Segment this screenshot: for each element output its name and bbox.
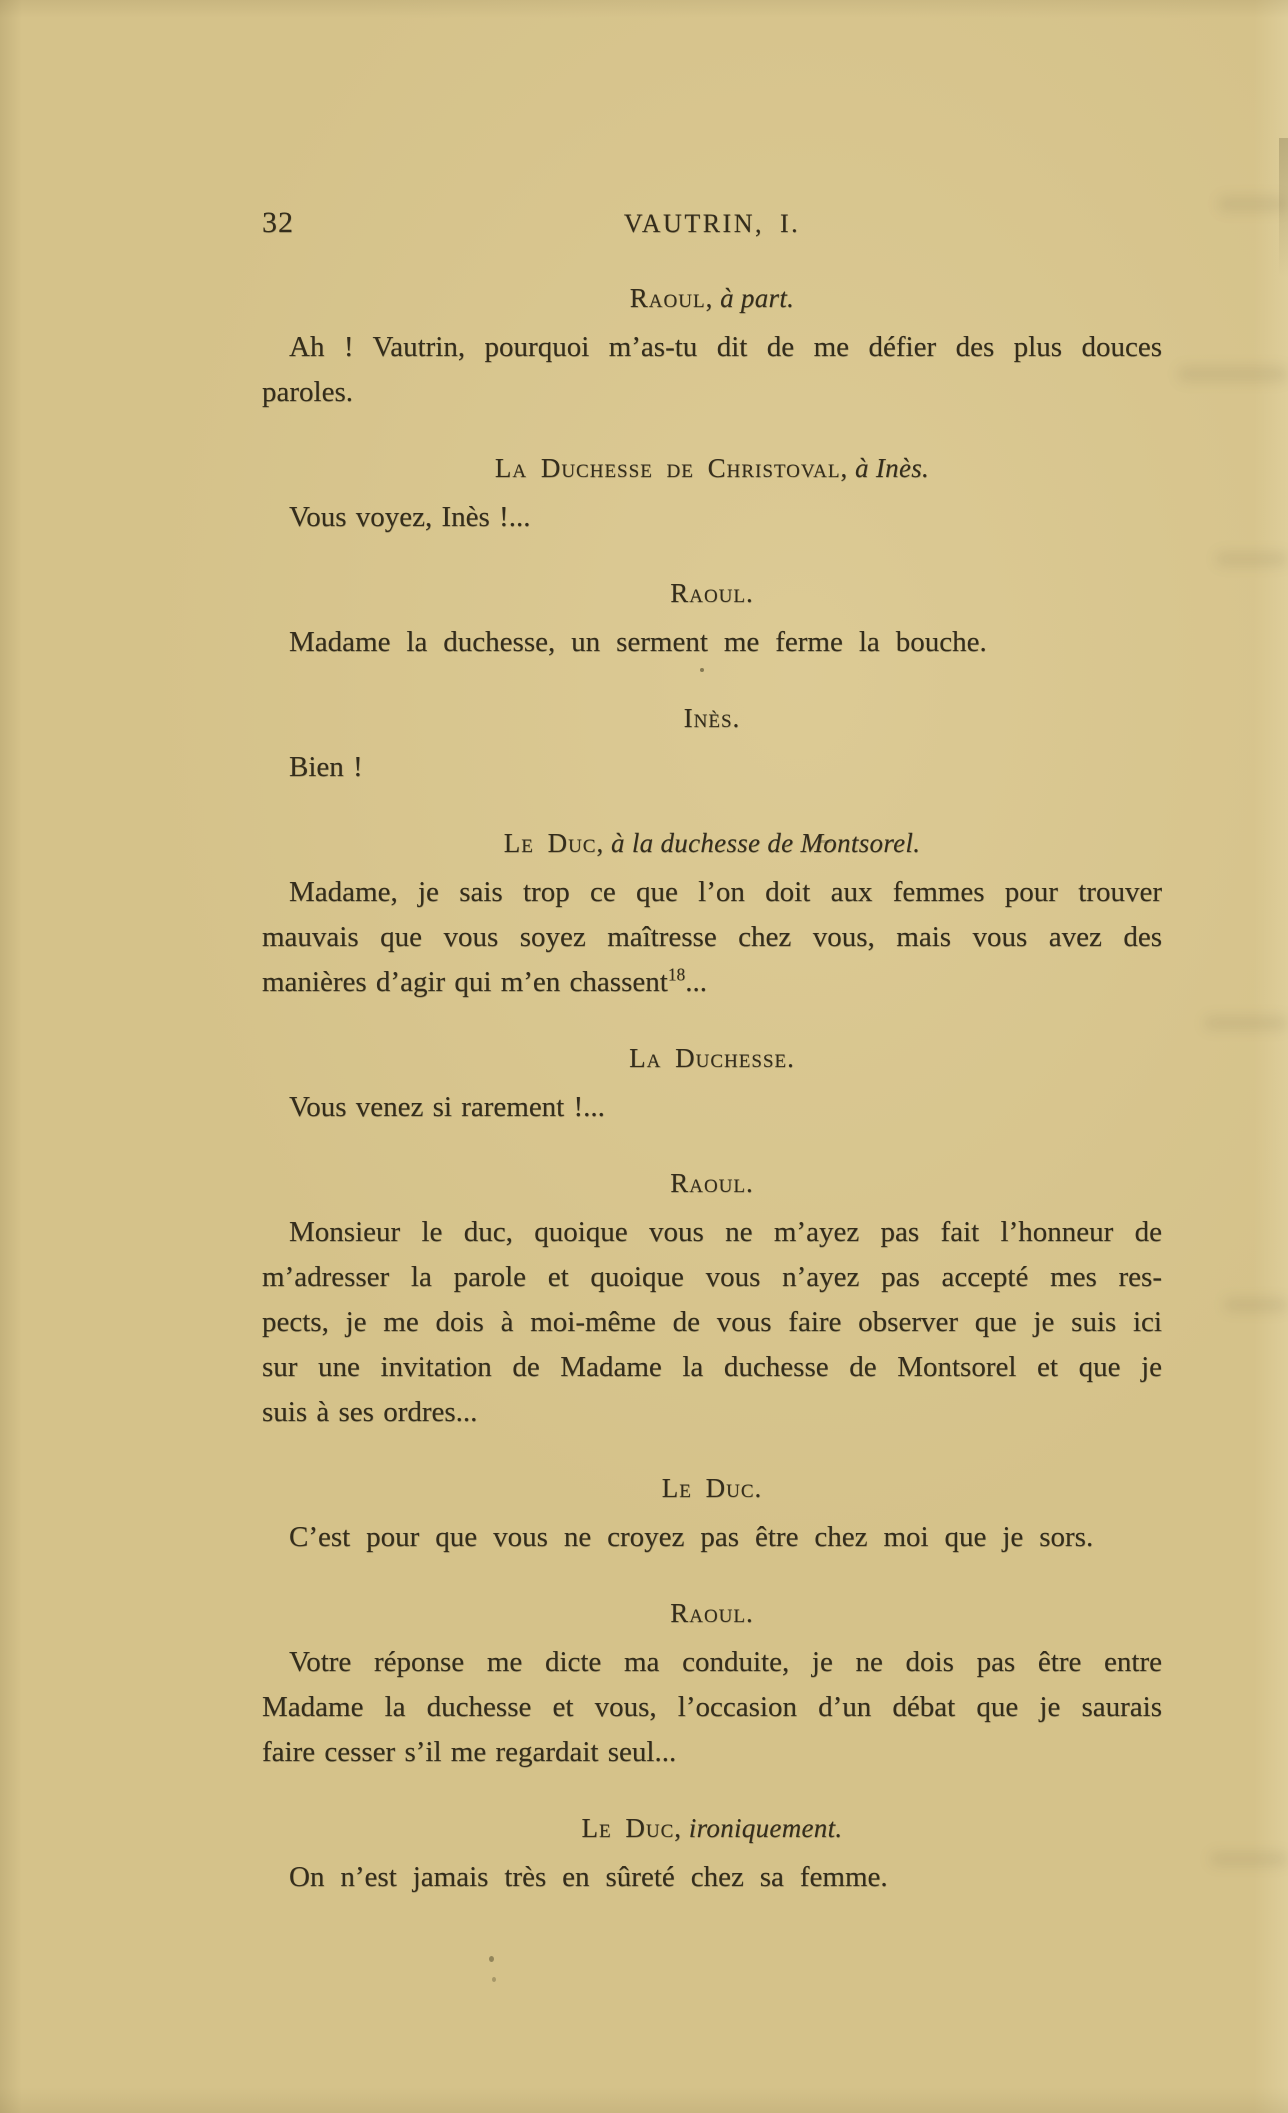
dialogue-line: Vous voyez, Inès !... bbox=[289, 501, 531, 533]
play-text bbox=[262, 279, 1162, 1900]
dialogue-line: Madame la duchesse et vous, l’occasion d’un débat que je saurais bbox=[262, 1691, 1162, 1723]
scan-artifact bbox=[1210, 1852, 1288, 1866]
footnote-ref: 18 bbox=[667, 964, 686, 985]
dialogue-paragraph bbox=[262, 620, 1162, 665]
dialogue-line: Madame, je sais trop ce que l’on doit aux femmes pour trouver bbox=[289, 876, 1162, 908]
speaker-heading bbox=[262, 1164, 1162, 1202]
speaker-name: Le Duc, bbox=[581, 1813, 683, 1843]
scan-artifact bbox=[492, 1977, 496, 1982]
scan-artifact bbox=[1216, 552, 1288, 566]
dialogue-line: manières d’agir qui m’en chassent$^{18}$... bbox=[262, 964, 707, 998]
dialogue-paragraph bbox=[262, 870, 1162, 1005]
dialogue-paragraph bbox=[262, 1210, 1162, 1435]
dialogue-paragraph bbox=[262, 495, 1162, 540]
dialogue-paragraph bbox=[262, 1515, 1162, 1560]
speaker-heading bbox=[262, 1039, 1162, 1077]
speaker-heading bbox=[262, 1594, 1162, 1632]
dialogue-line: Bien ! bbox=[289, 751, 363, 783]
dialogue-line: Madame la duchesse, un serment me ferme la bouche. bbox=[289, 626, 987, 658]
dialogue-line: Votre réponse me dicte ma conduite, je ne dois pas être entre bbox=[289, 1646, 1162, 1678]
dialogue-paragraph bbox=[262, 745, 1162, 790]
speaker-name: La Duchesse de Christoval, bbox=[494, 453, 849, 483]
dialogue-line: paroles. bbox=[262, 376, 353, 408]
dialogue-line: pects, je me dois à moi-même de vous faire observer que je suis ici bbox=[262, 1306, 1162, 1338]
scan-artifact bbox=[1218, 196, 1288, 212]
stage-direction: à Inès. bbox=[855, 453, 930, 483]
dialogue-line: suis à ses ordres... bbox=[262, 1396, 478, 1428]
speaker-name: Le Duc. bbox=[661, 1473, 763, 1503]
dialogue-line: Ah ! Vautrin, pourquoi m’as-tu dit de me défier des plus douces bbox=[289, 331, 1162, 363]
speaker-heading bbox=[262, 449, 1162, 487]
speaker-name: Raoul. bbox=[670, 1168, 754, 1198]
text-column bbox=[262, 205, 1162, 1900]
dialogue-line: mauvais que vous soyez maîtresse chez vous, mais vous avez des bbox=[262, 921, 1162, 953]
stage-direction: ironiquement. bbox=[688, 1813, 843, 1843]
speaker-heading bbox=[262, 824, 1162, 862]
page-number: 32 bbox=[262, 206, 294, 239]
speaker-name: La Duchesse. bbox=[629, 1043, 795, 1073]
running-title: VAUTRIN, I. bbox=[623, 209, 801, 238]
speaker-name: Inès. bbox=[683, 703, 741, 733]
dialogue-paragraph bbox=[262, 1085, 1162, 1130]
speaker-name: Raoul. bbox=[670, 578, 754, 608]
speaker-heading bbox=[262, 574, 1162, 612]
dialogue-line: C’est pour que vous ne croyez pas être chez moi que je sors. bbox=[289, 1521, 1094, 1553]
page-header bbox=[262, 205, 1162, 245]
scan-artifact bbox=[1204, 1016, 1288, 1030]
dialogue-paragraph bbox=[262, 1640, 1162, 1775]
dialogue-line: On n’est jamais très en sûreté chez sa femme. bbox=[289, 1861, 888, 1893]
dialogue-line: m’adresser la parole et quoique vous n’ayez pas accepté mes res- bbox=[262, 1261, 1162, 1293]
speaker-heading bbox=[262, 699, 1162, 737]
dialogue-paragraph bbox=[262, 1855, 1162, 1900]
scan-artifact bbox=[489, 1956, 494, 1962]
stage-direction: à la duchesse de Montsorel. bbox=[610, 828, 921, 858]
speaker-name: Raoul, bbox=[629, 283, 714, 313]
speaker-heading bbox=[262, 279, 1162, 317]
speaker-name: Le Duc, bbox=[503, 828, 605, 858]
dialogue-paragraph bbox=[262, 325, 1162, 415]
scan-artifact bbox=[1178, 366, 1288, 382]
dialogue-line: sur une invitation de Madame la duchesse de Montsorel et que je bbox=[262, 1351, 1162, 1383]
speaker-heading bbox=[262, 1809, 1162, 1847]
dialogue-line: Monsieur le duc, quoique vous ne m’ayez pas fait l’honneur de bbox=[289, 1216, 1162, 1248]
dialogue-line: faire cesser s’il me regardait seul... bbox=[262, 1736, 677, 1768]
speaker-heading bbox=[262, 1469, 1162, 1507]
dialogue-line: Vous venez si rarement !... bbox=[289, 1091, 605, 1123]
scan-artifact bbox=[1224, 1298, 1288, 1312]
speaker-name: Raoul. bbox=[670, 1598, 754, 1628]
stage-direction: à part. bbox=[720, 283, 795, 313]
